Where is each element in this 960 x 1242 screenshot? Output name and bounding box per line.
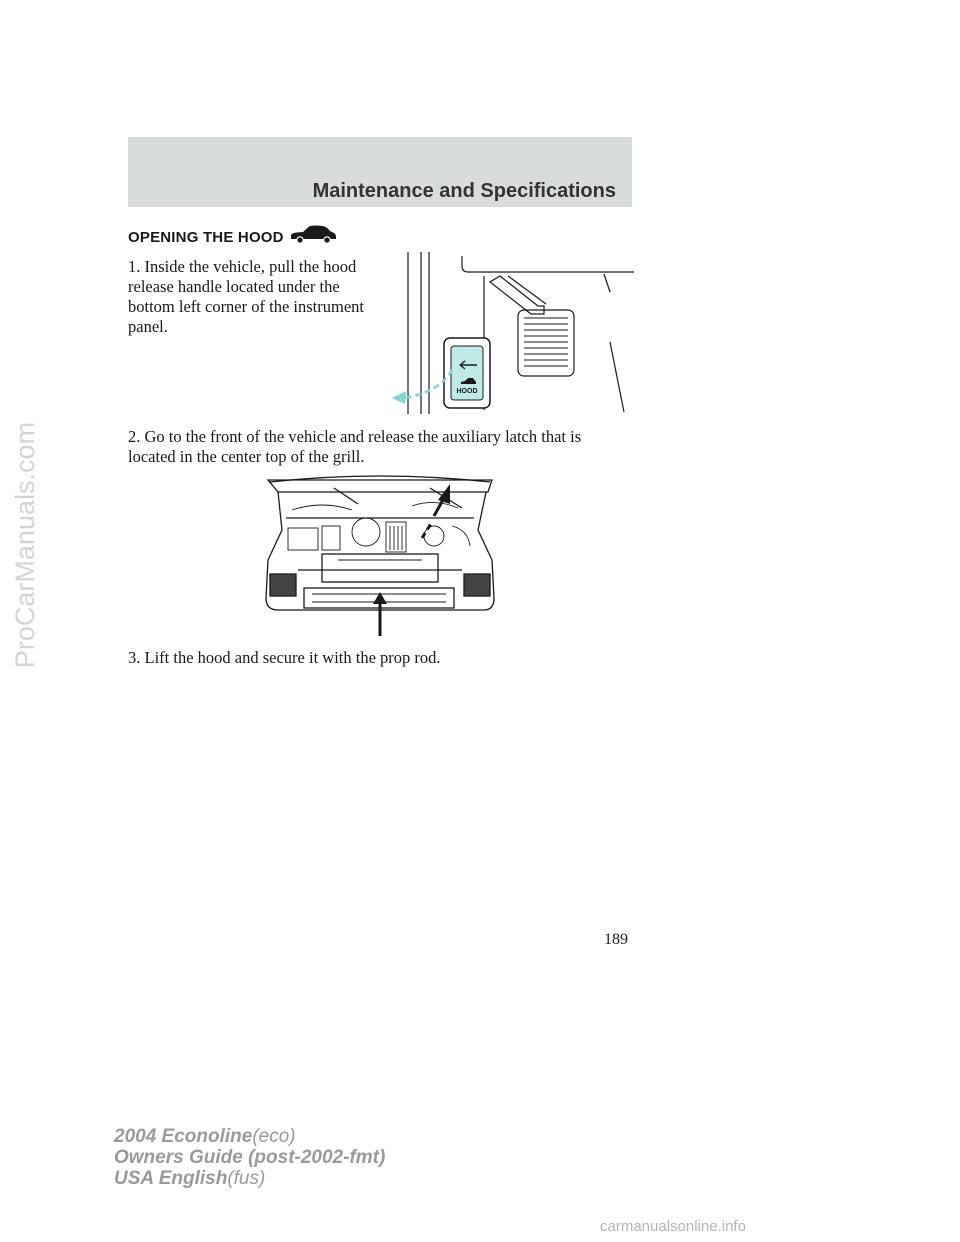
section-heading (128, 224, 338, 246)
step-1-text: 1. Inside the vehicle, pull the hood release handle located under the bottom left corner of the instrument panel. (128, 257, 364, 336)
footer-language-code: (fus) (227, 1168, 266, 1189)
footer-model-code: (eco) (252, 1126, 296, 1147)
page-section-title: Maintenance and Specifications (312, 180, 616, 202)
hood-handle-label: HOOD (456, 388, 478, 395)
header-band (128, 137, 632, 207)
document-footer (114, 1126, 385, 1189)
hood-release-illustration (388, 252, 634, 414)
footer-language: USA English (114, 1168, 228, 1189)
page-number: 189 (604, 931, 628, 948)
footer-guide: Owners Guide (post-2002-fmt) (114, 1147, 386, 1168)
section-heading-text: OPENING THE HOOD (128, 229, 284, 246)
footer-model: 2004 Econoline (114, 1126, 253, 1147)
car-icon (288, 224, 338, 244)
bottom-watermark: carmanualsonline.info (600, 1218, 746, 1235)
step-2-text: 2. Go to the front of the vehicle and release the auxiliary latch that is located in the center top of the grill. (128, 427, 582, 466)
side-watermark-text: ProCarManuals.com (10, 422, 40, 669)
step-3-text: 3. Lift the hood and secure it with the prop rod. (128, 648, 441, 667)
engine-compartment-illustration (262, 470, 498, 638)
